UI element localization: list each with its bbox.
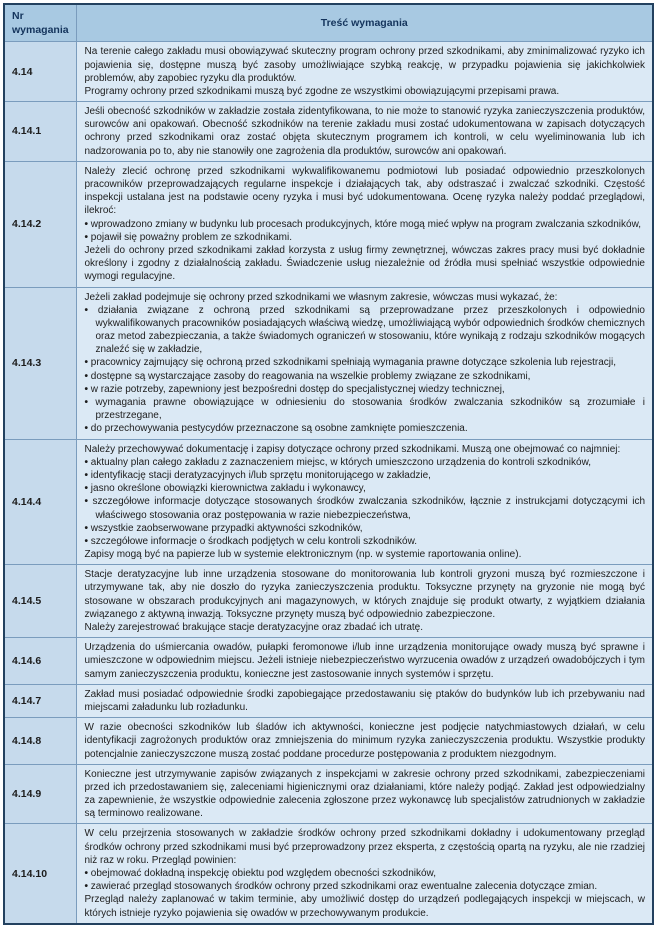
header-row [4, 4, 653, 42]
requirements-table [3, 3, 654, 925]
paragraph: W celu przejrzenia stosowanych w zakładzie środków ochrony przed szkodnikami dokładny i udokumentowany przegląd środków ochrony przed szkodnikami musi być przeprowadzony przez eksperta, z częstością opartą na ryzyku, ale nie rzadziej niż raz w roku. Przegląd powinien: [84, 828, 645, 866]
requirement-number: 4.14.5 [4, 565, 76, 638]
paragraph: Na terenie całego zakładu musi obowiązywać skuteczny program ochrony przed szkodnikami, aby zminimalizować ryzyko ich pojawienia się, dostępne muszą być zasoby umożliwiające szybką reakcję, w przypadku pojawienia się jakichkolwiek problemów, aby zapobiec ryzyku dla produktów. [84, 46, 645, 84]
paragraph: Zapisy mogą być na papierze lub w systemie elektronicznym (np. w systemie raportowania online). [84, 549, 522, 561]
table-row [4, 287, 653, 439]
bullet-item: • działania związane z ochroną przed szkodnikami są przeprowadzane przez przeszkolonych i odpowiednio wykwalifikowanych pracowników posiadających właściwą wiedzę, umożliwiającą wybór odpowiednich środków chemicznych oraz metod zabezpieczania, a także świadomych ograniczeń w stosowaniu, które wynikają z rodzaju szkodników mogących znaleźć się w zakładzie, [84, 304, 645, 356]
requirement-number: 4.14.7 [4, 684, 76, 717]
paragraph: Programy ochrony przed szkodnikami muszą być zgodne ze wszystkimi obowiązującymi przepisami prawa. [84, 85, 560, 97]
requirement-text [76, 102, 653, 162]
paragraph: W razie obecności szkodników lub śladów ich aktywności, konieczne jest podjęcie natychmiastowych działań, w celu identyfikacji zagrożonych produktów oraz zmniejszenia do minimum ryzyka zanieczyszczenia produktu. Wszystkie produkty potencjalnie zanieczyszczone muszą zostać poddane procedurze postępowania z produktem niezgodnym. [84, 722, 645, 760]
bullet-glyph: • [84, 469, 91, 481]
table-row [4, 824, 653, 924]
bullet-item: • szczegółowe informacje o środkach podjętych w celu kontroli szkodników. [84, 535, 418, 547]
bullet-item: • pojawił się poważny problem ze szkodnikami. [84, 231, 292, 243]
requirement-text [76, 565, 653, 638]
paragraph: Stacje deratyzacyjne lub inne urządzenia stosowane do monitorowania lub kontroli gryzoni muszą być rozmieszczone i utrzymywane tak, aby nie doszło do ryzyka zanieczyszczenia produktu. Toksyczne przynęty na gryzonie nie mogą być stosowane w obszarach produkcyjnych ani magazynowych, w których znajduje się produkt otwarty, z wyjątkiem działania związanego z aktywną inwazją. Toksyczne przynęty muszą być odpowiednio zabezpieczone. [84, 569, 645, 620]
table-row [4, 764, 653, 824]
table-row [4, 718, 653, 765]
bullet-item: • jasno określone obowiązki kierownictwa zakładu i wykonawcy, [84, 483, 366, 495]
table-body [4, 42, 653, 924]
bullet-glyph: • [84, 304, 98, 316]
bullet-item: • dostępne są wystarczające zasoby do reagowania na wszelkie problemy związane ze szkodnikami, [84, 370, 531, 382]
requirement-number: 4.14.2 [4, 161, 76, 287]
bullet-item: • aktualny plan całego zakładu z zaznaczeniem miejsc, w których umieszczono urządzenia do kontroli szkodników, [84, 456, 592, 468]
paragraph: Konieczne jest utrzymywanie zapisów związanych z inspekcjami w zakresie ochrony przed szkodnikami, zabezpieczeniami przed ich przedostawaniem się, zaleceniami higienicznymi oraz działaniami, które należy podjąć. Zakład jest odpowiedzialny za zapewnienie, że wszystkie odpowiednie zalecenia zgłoszone przez wykonawcę lub specjalistów zatrudnionych w zakładzie są terminowo realizowane. [84, 768, 645, 820]
requirement-number: 4.14 [4, 42, 76, 102]
paragraph: Należy zlecić ochronę przed szkodnikami wykwalifikowanemu podmiotowi lub posiadać odpowiednio przeszkolonych pracowników przeprowadzających regularne inspekcje i działających tak, aby odstraszać i zwalczać szkodniki. Częstość inspekcji ustalana jest na podstawie oceny ryzyka i musi być udokumentowana. Ocenę ryzyka należy poddać przeglądowi, ilekroć: [84, 165, 645, 217]
table-row [4, 42, 653, 102]
bullet-glyph: • [84, 370, 91, 382]
paragraph: Należy zarejestrować brakujące stacje deratyzacyjne oraz zbadać ich utratę. [84, 622, 423, 634]
bullet-glyph: • [84, 357, 91, 369]
bullet-item: • szczegółowe informacje dotyczące stosowanych środków zwalczania szkodników, łącznie z instrukcjami dotyczącymi ich właściwego stosowania oraz postępowania w razie niebezpieczeństwa, [84, 496, 646, 521]
paragraph: Jeżeli do ochrony przed szkodnikami zakład korzysta z usług firmy zewnętrznej, wówczas zakres pracy musi być dokładnie określony i zgodny z działalnością zakładu. Świadczenie usług niezależnie od źródła musi spełniać wszystkie odpowiednie wymogi regulacyjne. [84, 244, 645, 283]
bullet-item: • zawierać przegląd stosowanych środków ochrony przed szkodnikami oraz ewentualne zalecenia dotyczące zmian. [84, 881, 598, 893]
table-row [4, 161, 653, 287]
bullet-item: • wymagania prawne obowiązujące w odniesieniu do stosowania środków zwalczania szkodników są zrozumiałe i przestrzegane, [84, 397, 646, 422]
requirement-text [76, 764, 653, 824]
bullet-glyph: • [84, 231, 91, 243]
requirement-number: 4.14.3 [4, 287, 76, 439]
bullet-item: • wprowadzono zmiany w budynku lub procesach produkcyjnych, które mogą mieć wpływ na program zwalczania szkodników, [84, 218, 642, 230]
table-row [4, 102, 653, 162]
requirement-text [76, 287, 653, 439]
paragraph: Jeżeli zakład podejmuje się ochrony przed szkodnikami we własnym zakresie, wówczas musi wykazać, że: [84, 291, 558, 303]
requirement-text [76, 42, 653, 102]
paragraph: Urządzenia do uśmiercania owadów, pułapki feromonowe i/lub inne urządzenia monitorujące owady muszą być sprawne i umieszczone w odpowiednim miejscu. Jeżeli istnieje niebezpieczeństwo wyrzucenia owadów z urządzeń owadobójczych i tym samym zanieczyszczenia produktu, konieczne jest zastosowanie innych systemów i sprzętu. [84, 642, 645, 680]
bullet-item: • pracownicy zajmujący się ochroną przed szkodnikami spełniają wymagania prawne dotyczące szkolenia lub rejestracji, [84, 357, 617, 369]
requirement-text [76, 824, 653, 924]
paragraph: Należy przechowywać dokumentację i zapisy dotyczące ochrony przed szkodnikami. Muszą one obejmować co najmniej: [84, 443, 621, 455]
table-row [4, 638, 653, 685]
table-row [4, 439, 653, 565]
bullet-glyph: • [84, 383, 91, 395]
column-header-nr-wymagania: Nr wymagania [4, 4, 76, 42]
requirement-text [76, 718, 653, 765]
paragraph: Przegląd należy zaplanować w takim terminie, aby umożliwić dostęp do urządzeń podlegających inspekcji w miejscach, w których istnieje ryzyko pojawienia się owadów w przechowywanym produkcie. [84, 894, 645, 919]
requirement-number: 4.14.1 [4, 102, 76, 162]
requirement-number: 4.14.9 [4, 764, 76, 824]
requirement-number: 4.14.4 [4, 439, 76, 565]
bullet-glyph: • [84, 496, 93, 508]
bullet-item: • w razie potrzeby, zapewniony jest bezpośredni dostęp do specjalistycznej wiedzy technicznej, [84, 383, 505, 395]
bullet-glyph: • [84, 456, 91, 468]
requirement-number: 4.14.8 [4, 718, 76, 765]
table-row [4, 565, 653, 638]
requirement-number: 4.14.6 [4, 638, 76, 685]
requirement-text [76, 439, 653, 565]
bullet-glyph: • [84, 868, 91, 880]
requirement-number: 4.14.10 [4, 824, 76, 924]
bullet-item: • wszystkie zaobserwowane przypadki aktywności szkodników, [84, 522, 363, 534]
bullet-glyph: • [84, 483, 91, 495]
bullet-item: • obejmować dokładną inspekcję obiektu pod względem obecności szkodników, [84, 868, 436, 880]
requirement-text [76, 161, 653, 287]
column-header-tresc-wymagania: Treść wymagania [76, 4, 653, 42]
paragraph: Jeśli obecność szkodników w zakładzie została zidentyfikowana, to nie może to stanowić ryzyka zanieczyszczenia produktów, surowców ani opakowań. Obecność szkodników na terenie zakładu musi zostać udokumentowana w zapisach dotyczących ochrony przed szkodnikami oraz zostać objęta skutecznym programem ich kontroli, w celu wyeliminowania lub ich nadzorowania po to, aby nie stanowiły one zagrożenia dla produktów, surowców ani opakowań. [84, 106, 645, 157]
bullet-glyph: • [84, 397, 96, 409]
bullet-glyph: • [84, 522, 91, 534]
bullet-glyph: • [84, 218, 91, 230]
requirement-text [76, 684, 653, 717]
paragraph: Zakład musi posiadać odpowiednie środki zapobiegające przedostawaniu się ptaków do budynków lub ich przebywaniu nad miejscami załadunku lub rozładunku. [84, 688, 645, 713]
bullet-glyph: • [84, 881, 91, 893]
bullet-item: • identyfikację stacji deratyzacyjnych i/lub sprzętu monitorującego w zakładzie, [84, 469, 431, 481]
table-row [4, 684, 653, 717]
bullet-item: • do przechowywania pestycydów przeznaczone są osobne zamknięte pomieszczenia. [84, 423, 468, 435]
bullet-glyph: • [84, 535, 91, 547]
requirement-text [76, 638, 653, 685]
bullet-glyph: • [84, 423, 91, 435]
